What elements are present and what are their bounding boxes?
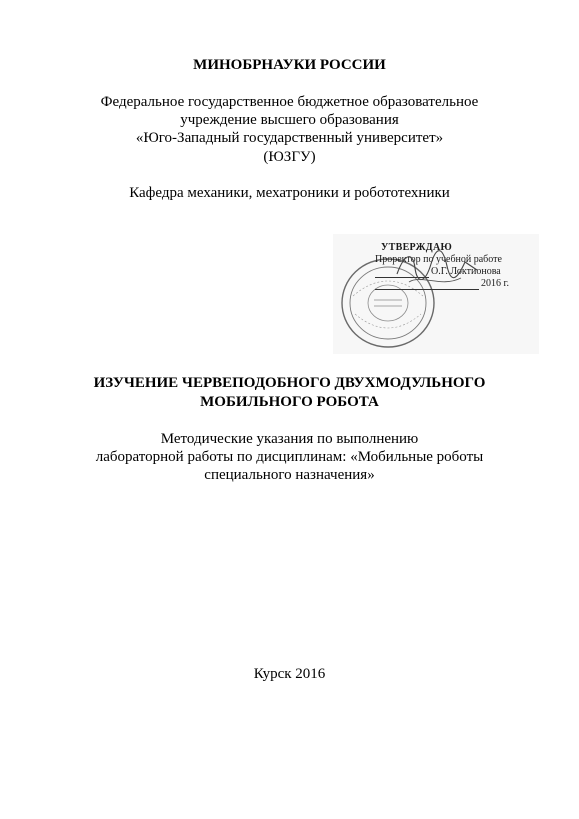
title-line-1: ИЗУЧЕНИЕ ЧЕРВЕПОДОБНОГО ДВУХМОДУЛЬНОГО [93,375,486,391]
ministry-heading: МИНОБРНАУКИ РОССИИ [193,57,386,73]
institution-line-2: учреждение высшего образования [180,112,399,128]
city-year: Курск 2016 [253,666,326,682]
approval-name: О.Г. Локтионова [431,266,501,277]
department-name: Кафедра механики, мехатроники и робототехники [129,185,450,201]
approval-label: УТВЕРЖДАЮ [381,242,453,253]
subtitle-line-3: специального назначения» [204,467,375,483]
title-line-2: МОБИЛЬНОГО РОБОТА [200,394,379,410]
subtitle-line-2: лабораторной работы по дисциплинам: «Мобильные роботы [95,449,484,465]
institution-line-3: «Юго-Западный государственный университет» [135,130,444,146]
institution-line-1: Федеральное государственное бюджетное образовательное [100,94,479,110]
institution-line-4: (ЮЗГУ) [263,149,316,165]
handwritten-signature-icon [391,244,481,296]
subtitle-line-1: Методические указания по выполнению [160,431,419,447]
approval-role: Проректор по учебной работе [375,254,502,265]
approval-year: 2016 г. [481,278,509,289]
approval-stamp-block [333,234,539,354]
